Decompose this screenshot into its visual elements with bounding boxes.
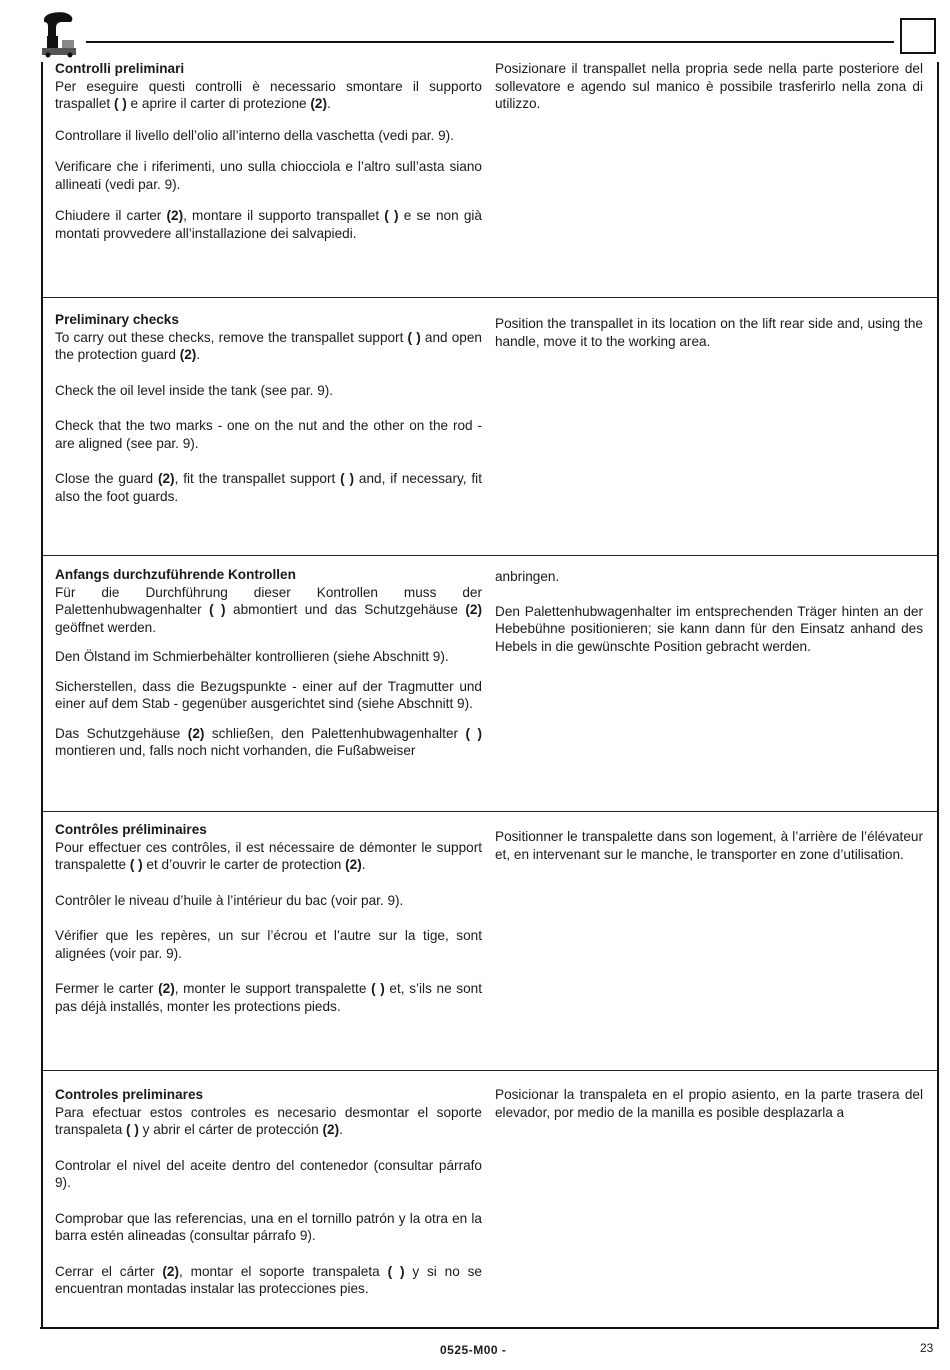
paragraph: Sicherstellen, dass die Bezugspunkte - einer auf der Tragmutter und einer auf dem Stab - gegenüber ausgerichtet sind (siehe Abschnitt 9).: [55, 678, 482, 711]
paragraph: Controlar el nivel del aceite dentro del contenedor (consultar párrafo 9).: [55, 1157, 482, 1190]
reference-marker: (2): [310, 96, 328, 111]
header-rule: [86, 41, 894, 43]
section-fr-right: [495, 828, 923, 877]
reference-marker: ( ): [371, 981, 385, 996]
paragraph: anbringen.: [495, 569, 560, 584]
paragraph: Cerrar el cárter (2), montar el soporte transpaleta ( ) y si no se encuentran montadas instalar las protecciones pies.: [55, 1263, 482, 1296]
document-code: 0525-M00 -: [440, 1343, 507, 1357]
paragraph: Das Schutzgehäuse (2) schließen, den Palettenhubwagenhalter ( ) montieren und, falls noch nicht vorhanden, die Fußabweiser: [55, 725, 482, 758]
section-it-left: [55, 60, 482, 256]
reference-marker: (2): [162, 1263, 180, 1279]
reference-marker: ( ): [465, 725, 482, 741]
section-es-right-text: [495, 1086, 923, 1121]
section-heading: Controles preliminares: [55, 1087, 204, 1102]
reference-marker: (2): [187, 725, 205, 741]
section-heading: Anfangs durchzuführende Kontrollen: [55, 567, 296, 582]
reference-marker: (2): [166, 208, 184, 223]
section-de-right-text: [495, 568, 923, 655]
section-it-right-text: [495, 60, 923, 113]
paragraph: Den Palettenhubwagenhalter im entsprechenden Träger hinten an der Hebebühne positionieren; sie kann dann für den Einsatz anhand des Hebels in die gewünschte Position gebracht werden.: [495, 603, 923, 654]
paragraph: Für die Durchführung dieser Kontrollen muss der Palettenhubwagenhalter ( ) abmontiert und das Schutzgehäuse (2) geöffnet werden.: [55, 584, 482, 635]
section-heading: Controlli preliminari: [55, 61, 185, 76]
section-de-left-text: [55, 584, 482, 760]
paragraph: To carry out these checks, remove the transpallet support ( ) and open the protection guard (2).: [55, 329, 482, 362]
section-de-right: [495, 568, 923, 672]
reference-marker: ( ): [340, 471, 355, 486]
section-es: [43, 1070, 937, 1327]
paragraph: Controllare il livello dell’olio all’interno della vaschetta (vedi par. 9).: [55, 127, 454, 143]
section-en-left-text: [55, 329, 482, 506]
bottom-rule: [40, 1327, 939, 1329]
paragraph: Den Ölstand im Schmierbehälter kontrollieren (siehe Abschnitt 9).: [55, 649, 449, 664]
reference-marker: (2): [179, 347, 197, 362]
reference-marker: ( ): [126, 1122, 139, 1137]
section-it-left-text: [55, 78, 482, 243]
paragraph: Positionner le transpalette dans son logement, à l’arrière de l’élévateur et, en intervenant sur le manche, le transporter en zone d’utilisation.: [495, 829, 923, 862]
section-es-right: [495, 1086, 923, 1135]
section-en-left: [55, 311, 482, 523]
reference-marker: ( ): [113, 96, 127, 111]
section-fr-left: [55, 821, 482, 1033]
section-fr-right-text: [495, 828, 923, 863]
paragraph: Chiudere il carter (2), montare il supporto transpallet ( ) e se non già montati provvedere all’installazione dei salvapiedi.: [55, 208, 482, 241]
section-it-right: [495, 60, 923, 127]
paragraph: Vérifier que les repères, un sur l’écrou et l’autre sur la tige, sont alignées (voir par. 9).: [55, 928, 482, 961]
section-fr-left-text: [55, 839, 482, 1016]
section-it: [43, 60, 937, 297]
paragraph: Close the guard (2), fit the transpallet support ( ) and, if necessary, fit also the foot guards.: [55, 471, 482, 504]
reference-marker: ( ): [384, 208, 399, 223]
reference-marker: (2): [158, 981, 175, 996]
page-number: 23: [920, 1341, 934, 1355]
section-es-left: [55, 1086, 482, 1316]
section-es-left-text: [55, 1104, 482, 1298]
section-heading: Preliminary checks: [55, 312, 179, 327]
section-en-right: [495, 315, 923, 364]
paragraph: Pour effectuer ces contrôles, il est nécessaire de démonter le support transpalette ( ) et d’ouvrir le carter de protection (2).: [55, 839, 482, 872]
lift-logo-icon: [38, 10, 82, 58]
reference-marker: ( ): [129, 857, 143, 872]
section-en-right-text: [495, 315, 923, 350]
reference-marker: (2): [157, 471, 175, 486]
paragraph: Comprobar que las referencias, una en el tornillo patrón y la otra en la barra estén alineadas (consultar párrafo 9).: [55, 1210, 482, 1243]
section-fr: [43, 811, 937, 1070]
paragraph: Fermer le carter (2), monter le support transpalette ( ) et, s’ils ne sont pas déjà installés, monter les protections pieds.: [55, 981, 482, 1014]
paragraph: Contrôler le niveau d’huile à l’intérieur du bac (voir par. 9).: [55, 892, 404, 908]
section-de: [43, 555, 937, 811]
paragraph: Verificare che i riferimenti, uno sulla chiocciola e l’altro sull’asta siano allineati (vedi par. 9).: [55, 159, 482, 192]
reference-marker: (2): [345, 857, 362, 872]
reference-marker: (2): [322, 1122, 340, 1137]
paragraph: Check the oil level inside the tank (see par. 9).: [55, 382, 334, 398]
section-en: [43, 297, 937, 555]
section-heading: Contrôles préliminaires: [55, 822, 207, 837]
section-de-left: [55, 566, 482, 772]
paragraph: Per eseguire questi controlli è necessario smontare il supporto traspallet ( ) e aprire il carter di protezione (2).: [55, 78, 482, 111]
reference-marker: ( ): [209, 602, 226, 617]
paragraph: Position the transpallet in its location on the lift rear side and, using the handle, move it to the working area.: [495, 316, 923, 349]
corner-box: [900, 18, 936, 54]
paragraph: Posicionar la transpaleta en el propio asiento, en la parte trasera del elevador, por medio de la manilla es posible desplazarla a: [495, 1087, 923, 1120]
paragraph: Para efectuar estos controles es necesario desmontar el soporte transpaleta ( ) y abrir el cárter de protección (2).: [55, 1104, 482, 1137]
paragraph: Posizionare il transpallet nella propria sede nella parte posteriore del sollevatore e agendo sul manico è possibile trasferirlo nella zona di utilizzo.: [495, 61, 923, 111]
paragraph: Check that the two marks - one on the nut and the other on the rod - are aligned (see par. 9).: [55, 418, 482, 451]
reference-marker: ( ): [387, 1263, 405, 1279]
reference-marker: (2): [465, 602, 482, 617]
reference-marker: ( ): [407, 329, 421, 345]
